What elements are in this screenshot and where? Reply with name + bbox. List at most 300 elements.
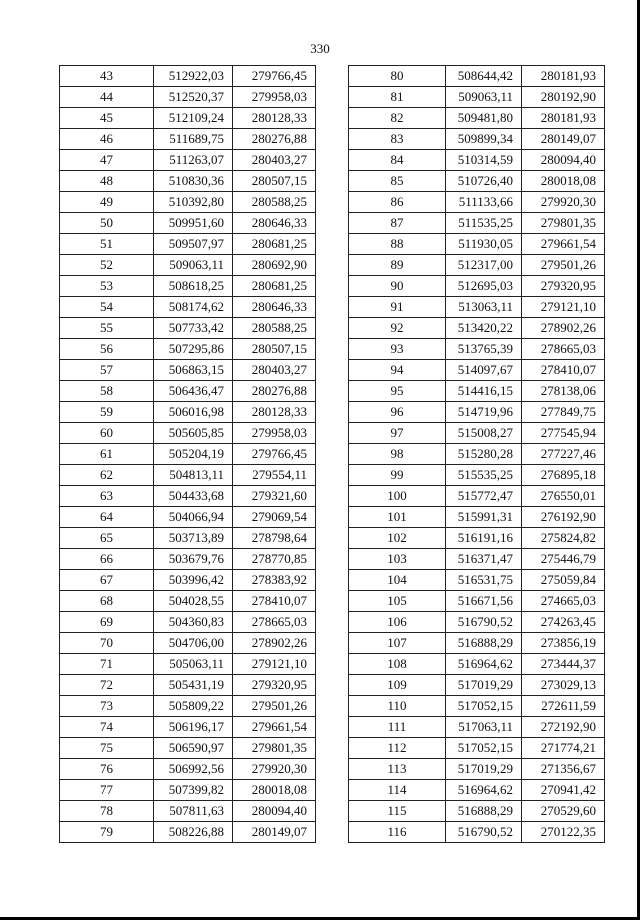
y-coordinate-cell: 279320,95	[522, 276, 605, 297]
point-number-cell: 52	[60, 255, 154, 276]
x-coordinate-cell: 510314,59	[446, 150, 522, 171]
y-coordinate-cell: 278665,03	[522, 339, 605, 360]
x-coordinate-cell: 517019,29	[446, 759, 522, 780]
x-coordinate-cell: 517052,15	[446, 696, 522, 717]
table-row	[60, 87, 316, 108]
point-number-cell: 47	[60, 150, 154, 171]
y-coordinate-cell: 270529,60	[522, 801, 605, 822]
y-coordinate-cell: 280507,15	[233, 339, 316, 360]
x-coordinate-cell: 517019,29	[446, 675, 522, 696]
point-number-cell: 54	[60, 297, 154, 318]
x-coordinate-cell: 503713,89	[154, 528, 233, 549]
x-coordinate-cell: 510830,36	[154, 171, 233, 192]
point-number-cell: 51	[60, 234, 154, 255]
point-number-cell: 56	[60, 339, 154, 360]
page-number: 330	[310, 41, 330, 56]
point-number-cell: 58	[60, 381, 154, 402]
point-number-cell: 87	[349, 213, 446, 234]
point-number-cell: 75	[60, 738, 154, 759]
table-row	[349, 444, 605, 465]
point-number-cell: 88	[349, 234, 446, 255]
x-coordinate-cell: 512922,03	[154, 66, 233, 87]
point-number-cell: 80	[349, 66, 446, 87]
table-row	[60, 738, 316, 759]
x-coordinate-cell: 506590,97	[154, 738, 233, 759]
table-row	[349, 66, 605, 87]
x-coordinate-cell: 516790,52	[446, 822, 522, 843]
table-row	[60, 129, 316, 150]
y-coordinate-cell: 280094,40	[233, 801, 316, 822]
point-number-cell: 91	[349, 297, 446, 318]
x-coordinate-cell: 510726,40	[446, 171, 522, 192]
table-row	[60, 801, 316, 822]
x-coordinate-cell: 505809,22	[154, 696, 233, 717]
y-coordinate-cell: 279661,54	[522, 234, 605, 255]
table-row	[60, 213, 316, 234]
point-number-cell: 71	[60, 654, 154, 675]
point-number-cell: 67	[60, 570, 154, 591]
point-number-cell: 81	[349, 87, 446, 108]
point-number-cell: 83	[349, 129, 446, 150]
point-number-cell: 48	[60, 171, 154, 192]
x-coordinate-cell: 511689,75	[154, 129, 233, 150]
table-row	[60, 549, 316, 570]
y-coordinate-cell: 277849,75	[522, 402, 605, 423]
x-coordinate-cell: 511930,05	[446, 234, 522, 255]
y-coordinate-cell: 279958,03	[233, 87, 316, 108]
y-coordinate-cell: 279801,35	[233, 738, 316, 759]
y-coordinate-cell: 278902,26	[233, 633, 316, 654]
point-number-cell: 59	[60, 402, 154, 423]
coordinates-table-right	[348, 65, 605, 843]
x-coordinate-cell: 514416,15	[446, 381, 522, 402]
y-coordinate-cell: 272192,90	[522, 717, 605, 738]
x-coordinate-cell: 517063,11	[446, 717, 522, 738]
y-coordinate-cell: 278410,07	[522, 360, 605, 381]
y-coordinate-cell: 280018,08	[522, 171, 605, 192]
point-number-cell: 98	[349, 444, 446, 465]
x-coordinate-cell: 513765,39	[446, 339, 522, 360]
point-number-cell: 53	[60, 276, 154, 297]
table-row	[60, 192, 316, 213]
x-coordinate-cell: 511263,07	[154, 150, 233, 171]
left-table-body	[60, 66, 316, 843]
x-coordinate-cell: 516531,75	[446, 570, 522, 591]
y-coordinate-cell: 275059,84	[522, 570, 605, 591]
x-coordinate-cell: 509507,97	[154, 234, 233, 255]
x-coordinate-cell: 505063,11	[154, 654, 233, 675]
table-row	[349, 276, 605, 297]
point-number-cell: 107	[349, 633, 446, 654]
x-coordinate-cell: 504813,11	[154, 465, 233, 486]
y-coordinate-cell: 271356,67	[522, 759, 605, 780]
x-coordinate-cell: 512317,00	[446, 255, 522, 276]
table-row	[60, 780, 316, 801]
x-coordinate-cell: 510392,80	[154, 192, 233, 213]
table-row	[60, 822, 316, 843]
table-row	[349, 402, 605, 423]
point-number-cell: 65	[60, 528, 154, 549]
table-row	[60, 570, 316, 591]
y-coordinate-cell: 279501,26	[233, 696, 316, 717]
y-coordinate-cell: 272611,59	[522, 696, 605, 717]
point-number-cell: 86	[349, 192, 446, 213]
y-coordinate-cell: 280128,33	[233, 108, 316, 129]
table-row	[60, 276, 316, 297]
y-coordinate-cell: 280588,25	[233, 318, 316, 339]
point-number-cell: 96	[349, 402, 446, 423]
x-coordinate-cell: 516964,62	[446, 654, 522, 675]
table-row	[60, 675, 316, 696]
table-row	[349, 87, 605, 108]
y-coordinate-cell: 278665,03	[233, 612, 316, 633]
table-row	[349, 465, 605, 486]
y-coordinate-cell: 276550,01	[522, 486, 605, 507]
x-coordinate-cell: 508618,25	[154, 276, 233, 297]
table-row	[60, 591, 316, 612]
table-row	[60, 717, 316, 738]
point-number-cell: 114	[349, 780, 446, 801]
table-row	[60, 381, 316, 402]
table-row	[60, 402, 316, 423]
table-row	[60, 297, 316, 318]
x-coordinate-cell: 506992,56	[154, 759, 233, 780]
y-coordinate-cell: 280018,08	[233, 780, 316, 801]
y-coordinate-cell: 279801,35	[522, 213, 605, 234]
y-coordinate-cell: 273856,19	[522, 633, 605, 654]
x-coordinate-cell: 503996,42	[154, 570, 233, 591]
y-coordinate-cell: 280149,07	[233, 822, 316, 843]
x-coordinate-cell: 515535,25	[446, 465, 522, 486]
y-coordinate-cell: 278798,64	[233, 528, 316, 549]
y-coordinate-cell: 278138,06	[522, 381, 605, 402]
x-coordinate-cell: 516888,29	[446, 801, 522, 822]
x-coordinate-cell: 517052,15	[446, 738, 522, 759]
x-coordinate-cell: 515008,27	[446, 423, 522, 444]
y-coordinate-cell: 278770,85	[233, 549, 316, 570]
table-row	[349, 339, 605, 360]
table-row	[349, 129, 605, 150]
x-coordinate-cell: 509481,80	[446, 108, 522, 129]
y-coordinate-cell: 278902,26	[522, 318, 605, 339]
x-coordinate-cell: 506863,15	[154, 360, 233, 381]
x-coordinate-cell: 515772,47	[446, 486, 522, 507]
y-coordinate-cell: 278383,92	[233, 570, 316, 591]
y-coordinate-cell: 276895,18	[522, 465, 605, 486]
table-row	[349, 612, 605, 633]
x-coordinate-cell: 508644,42	[446, 66, 522, 87]
table-row	[60, 507, 316, 528]
point-number-cell: 70	[60, 633, 154, 654]
point-number-cell: 116	[349, 822, 446, 843]
table-row	[60, 696, 316, 717]
x-coordinate-cell: 506196,17	[154, 717, 233, 738]
x-coordinate-cell: 516790,52	[446, 612, 522, 633]
x-coordinate-cell: 503679,76	[154, 549, 233, 570]
table-row	[349, 528, 605, 549]
table-row	[349, 591, 605, 612]
table-row	[60, 255, 316, 276]
table-row	[60, 360, 316, 381]
point-number-cell: 68	[60, 591, 154, 612]
point-number-cell: 46	[60, 129, 154, 150]
y-coordinate-cell: 279766,45	[233, 444, 316, 465]
y-coordinate-cell: 273444,37	[522, 654, 605, 675]
point-number-cell: 43	[60, 66, 154, 87]
y-coordinate-cell: 280128,33	[233, 402, 316, 423]
y-coordinate-cell: 280588,25	[233, 192, 316, 213]
y-coordinate-cell: 280192,90	[522, 87, 605, 108]
x-coordinate-cell: 513063,11	[446, 297, 522, 318]
table-row	[349, 255, 605, 276]
table-row	[60, 171, 316, 192]
point-number-cell: 45	[60, 108, 154, 129]
y-coordinate-cell: 279501,26	[522, 255, 605, 276]
x-coordinate-cell: 511535,25	[446, 213, 522, 234]
x-coordinate-cell: 509063,11	[446, 87, 522, 108]
table-row	[349, 192, 605, 213]
x-coordinate-cell: 504066,94	[154, 507, 233, 528]
y-coordinate-cell: 280181,93	[522, 108, 605, 129]
table-row	[60, 150, 316, 171]
table-row	[349, 507, 605, 528]
y-coordinate-cell: 280403,27	[233, 150, 316, 171]
table-row	[349, 696, 605, 717]
table-row	[60, 633, 316, 654]
table-row	[349, 822, 605, 843]
point-number-cell: 92	[349, 318, 446, 339]
y-coordinate-cell: 280681,25	[233, 234, 316, 255]
y-coordinate-cell: 279121,10	[522, 297, 605, 318]
x-coordinate-cell: 507295,86	[154, 339, 233, 360]
table-row	[60, 318, 316, 339]
y-coordinate-cell: 279554,11	[233, 465, 316, 486]
point-number-cell: 69	[60, 612, 154, 633]
point-number-cell: 72	[60, 675, 154, 696]
table-row	[349, 759, 605, 780]
y-coordinate-cell: 279920,30	[522, 192, 605, 213]
table-row	[349, 213, 605, 234]
y-coordinate-cell: 280181,93	[522, 66, 605, 87]
table-row	[349, 381, 605, 402]
point-number-cell: 61	[60, 444, 154, 465]
y-coordinate-cell: 280094,40	[522, 150, 605, 171]
table-row	[60, 234, 316, 255]
x-coordinate-cell: 511133,66	[446, 192, 522, 213]
table-row	[349, 234, 605, 255]
x-coordinate-cell: 515991,31	[446, 507, 522, 528]
x-coordinate-cell: 509899,34	[446, 129, 522, 150]
x-coordinate-cell: 513420,22	[446, 318, 522, 339]
y-coordinate-cell: 280646,33	[233, 297, 316, 318]
y-coordinate-cell: 280692,90	[233, 255, 316, 276]
y-coordinate-cell: 276192,90	[522, 507, 605, 528]
x-coordinate-cell: 512695,03	[446, 276, 522, 297]
point-number-cell: 50	[60, 213, 154, 234]
point-number-cell: 77	[60, 780, 154, 801]
y-coordinate-cell: 273029,13	[522, 675, 605, 696]
table-row	[60, 654, 316, 675]
table-row	[349, 150, 605, 171]
point-number-cell: 106	[349, 612, 446, 633]
y-coordinate-cell: 280276,88	[233, 129, 316, 150]
y-coordinate-cell: 280149,07	[522, 129, 605, 150]
x-coordinate-cell: 516671,56	[446, 591, 522, 612]
point-number-cell: 105	[349, 591, 446, 612]
point-number-cell: 62	[60, 465, 154, 486]
table-row	[60, 528, 316, 549]
point-number-cell: 95	[349, 381, 446, 402]
point-number-cell: 84	[349, 150, 446, 171]
y-coordinate-cell: 270122,35	[522, 822, 605, 843]
x-coordinate-cell: 509063,11	[154, 255, 233, 276]
table-row	[60, 612, 316, 633]
x-coordinate-cell: 505431,19	[154, 675, 233, 696]
point-number-cell: 64	[60, 507, 154, 528]
point-number-cell: 94	[349, 360, 446, 381]
x-coordinate-cell: 506016,98	[154, 402, 233, 423]
table-row	[349, 318, 605, 339]
table-row	[349, 717, 605, 738]
point-number-cell: 100	[349, 486, 446, 507]
point-number-cell: 85	[349, 171, 446, 192]
x-coordinate-cell: 507399,82	[154, 780, 233, 801]
point-number-cell: 109	[349, 675, 446, 696]
point-number-cell: 111	[349, 717, 446, 738]
x-coordinate-cell: 508174,62	[154, 297, 233, 318]
x-coordinate-cell: 509951,60	[154, 213, 233, 234]
point-number-cell: 73	[60, 696, 154, 717]
x-coordinate-cell: 507811,63	[154, 801, 233, 822]
table-row	[349, 171, 605, 192]
point-number-cell: 112	[349, 738, 446, 759]
point-number-cell: 82	[349, 108, 446, 129]
table-row	[349, 633, 605, 654]
point-number-cell: 63	[60, 486, 154, 507]
x-coordinate-cell: 505605,85	[154, 423, 233, 444]
y-coordinate-cell: 278410,07	[233, 591, 316, 612]
point-number-cell: 74	[60, 717, 154, 738]
x-coordinate-cell: 515280,28	[446, 444, 522, 465]
point-number-cell: 97	[349, 423, 446, 444]
table-row	[60, 486, 316, 507]
point-number-cell: 104	[349, 570, 446, 591]
x-coordinate-cell: 508226,88	[154, 822, 233, 843]
table-row	[349, 297, 605, 318]
table-row	[349, 738, 605, 759]
x-coordinate-cell: 504360,83	[154, 612, 233, 633]
y-coordinate-cell: 280681,25	[233, 276, 316, 297]
point-number-cell: 44	[60, 87, 154, 108]
y-coordinate-cell: 274665,03	[522, 591, 605, 612]
y-coordinate-cell: 279069,54	[233, 507, 316, 528]
y-coordinate-cell: 279661,54	[233, 717, 316, 738]
table-row	[349, 675, 605, 696]
y-coordinate-cell: 279121,10	[233, 654, 316, 675]
y-coordinate-cell: 270941,42	[522, 780, 605, 801]
point-number-cell: 78	[60, 801, 154, 822]
point-number-cell: 99	[349, 465, 446, 486]
x-coordinate-cell: 504706,00	[154, 633, 233, 654]
point-number-cell: 57	[60, 360, 154, 381]
x-coordinate-cell: 512520,37	[154, 87, 233, 108]
x-coordinate-cell: 504028,55	[154, 591, 233, 612]
point-number-cell: 102	[349, 528, 446, 549]
point-number-cell: 101	[349, 507, 446, 528]
table-row	[349, 423, 605, 444]
point-number-cell: 93	[349, 339, 446, 360]
x-coordinate-cell: 516964,62	[446, 780, 522, 801]
table-row	[349, 654, 605, 675]
y-coordinate-cell: 280646,33	[233, 213, 316, 234]
point-number-cell: 49	[60, 192, 154, 213]
y-coordinate-cell: 271774,21	[522, 738, 605, 759]
point-number-cell: 89	[349, 255, 446, 276]
table-row	[349, 486, 605, 507]
y-coordinate-cell: 275824,82	[522, 528, 605, 549]
table-row	[349, 549, 605, 570]
table-row	[60, 444, 316, 465]
y-coordinate-cell: 279321,60	[233, 486, 316, 507]
y-coordinate-cell: 274263,45	[522, 612, 605, 633]
table-row	[349, 570, 605, 591]
y-coordinate-cell: 280276,88	[233, 381, 316, 402]
table-row	[60, 423, 316, 444]
point-number-cell: 79	[60, 822, 154, 843]
x-coordinate-cell: 506436,47	[154, 381, 233, 402]
x-coordinate-cell: 504433,68	[154, 486, 233, 507]
table-row	[60, 66, 316, 87]
point-number-cell: 108	[349, 654, 446, 675]
x-coordinate-cell: 516371,47	[446, 549, 522, 570]
x-coordinate-cell: 514097,67	[446, 360, 522, 381]
y-coordinate-cell: 279766,45	[233, 66, 316, 87]
x-coordinate-cell: 512109,24	[154, 108, 233, 129]
point-number-cell: 103	[349, 549, 446, 570]
table-row	[349, 780, 605, 801]
x-coordinate-cell: 516888,29	[446, 633, 522, 654]
y-coordinate-cell: 279320,95	[233, 675, 316, 696]
y-coordinate-cell: 275446,79	[522, 549, 605, 570]
point-number-cell: 115	[349, 801, 446, 822]
point-number-cell: 110	[349, 696, 446, 717]
right-table-body	[349, 66, 605, 843]
point-number-cell: 66	[60, 549, 154, 570]
y-coordinate-cell: 277545,94	[522, 423, 605, 444]
table-row	[349, 801, 605, 822]
point-number-cell: 113	[349, 759, 446, 780]
table-row	[60, 759, 316, 780]
x-coordinate-cell: 516191,16	[446, 528, 522, 549]
x-coordinate-cell: 505204,19	[154, 444, 233, 465]
x-coordinate-cell: 514719,96	[446, 402, 522, 423]
table-row	[349, 108, 605, 129]
point-number-cell: 90	[349, 276, 446, 297]
point-number-cell: 76	[60, 759, 154, 780]
y-coordinate-cell: 280403,27	[233, 360, 316, 381]
table-row	[349, 360, 605, 381]
table-row	[60, 465, 316, 486]
coordinates-table-left	[59, 65, 316, 843]
y-coordinate-cell: 280507,15	[233, 171, 316, 192]
y-coordinate-cell: 279958,03	[233, 423, 316, 444]
table-row	[60, 339, 316, 360]
point-number-cell: 60	[60, 423, 154, 444]
point-number-cell: 55	[60, 318, 154, 339]
y-coordinate-cell: 279920,30	[233, 759, 316, 780]
table-row	[60, 108, 316, 129]
y-coordinate-cell: 277227,46	[522, 444, 605, 465]
